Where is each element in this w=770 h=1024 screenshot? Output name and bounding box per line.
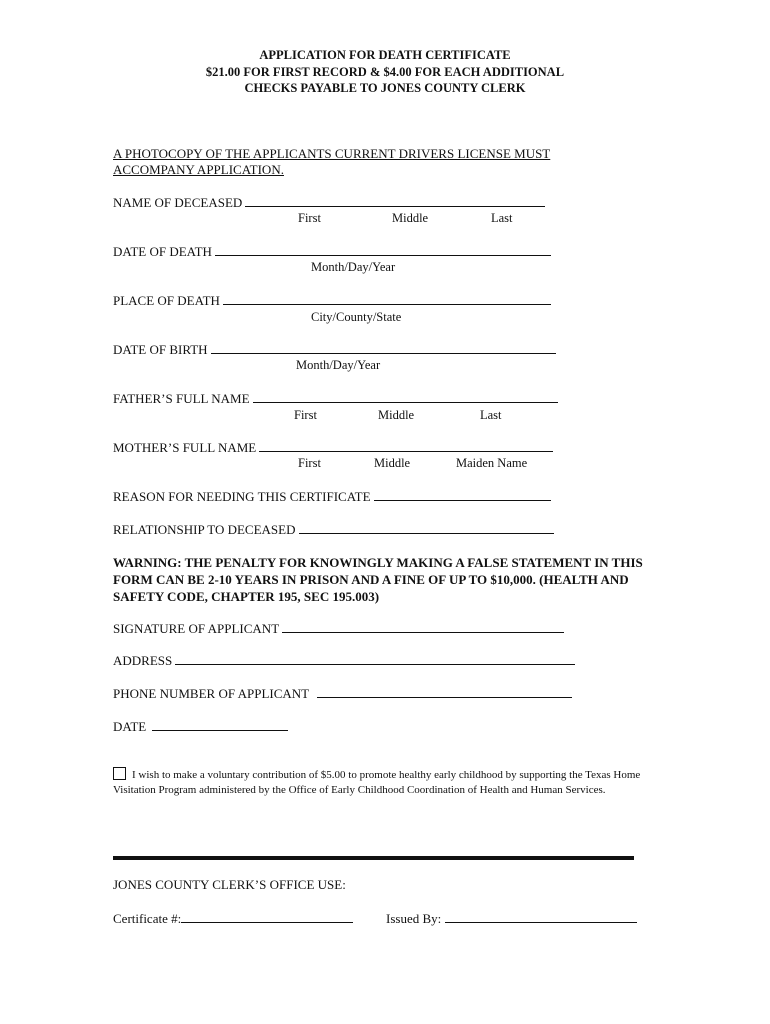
issued-by-field[interactable] <box>386 910 637 927</box>
signature-label: SIGNATURE OF APPLICANT <box>113 621 280 636</box>
date-of-death-label: DATE OF DEATH <box>113 244 212 259</box>
place-of-death-line[interactable] <box>223 292 551 305</box>
issued-by-label: Issued By: <box>386 911 442 926</box>
father-last-caption: Last <box>480 408 502 422</box>
deceased-name-line[interactable] <box>245 194 545 207</box>
deceased-name-field[interactable] <box>113 194 545 211</box>
penalty-warning: WARNING: THE PENALTY FOR KNOWINGLY MAKING A FALSE STATEMENT IN THIS FORM CAN BE 2-10 YEARS IN PRISON AND A FINE OF UP TO $10,000. (HEALTH AND SAFETY CODE, CHAPTER 195, SEC 195.003) <box>113 555 643 604</box>
date-field[interactable] <box>113 718 288 735</box>
mother-name-field[interactable] <box>113 439 553 456</box>
deceased-first-caption: First <box>298 211 321 225</box>
phone-field[interactable] <box>113 685 572 702</box>
father-name-field[interactable] <box>113 390 558 407</box>
certificate-number-field[interactable] <box>113 910 353 927</box>
date-of-death-line[interactable] <box>215 243 551 256</box>
reason-line[interactable] <box>374 488 551 501</box>
deceased-last-caption: Last <box>491 211 513 225</box>
payable-line: CHECKS PAYABLE TO JONES COUNTY CLERK <box>244 81 526 95</box>
phone-label: PHONE NUMBER OF APPLICANT <box>113 686 310 701</box>
relationship-label: RELATIONSHIP TO DECEASED <box>113 522 296 537</box>
section-divider <box>113 856 634 860</box>
relationship-field[interactable] <box>113 521 554 538</box>
mother-middle-caption: Middle <box>374 456 411 470</box>
address-line[interactable] <box>175 652 575 665</box>
reason-label: REASON FOR NEEDING THIS CERTIFICATE <box>113 489 371 504</box>
father-middle-caption: Middle <box>378 408 415 422</box>
office-use-title: JONES COUNTY CLERK’S OFFICE USE: <box>113 877 346 892</box>
father-name-line[interactable] <box>253 390 558 403</box>
date-line[interactable] <box>152 718 288 731</box>
date-of-birth-label: DATE OF BIRTH <box>113 342 208 357</box>
father-first-caption: First <box>294 408 317 422</box>
mother-maiden-caption: Maiden Name <box>456 456 528 470</box>
date-of-birth-field[interactable] <box>113 341 556 358</box>
address-field[interactable] <box>113 652 575 669</box>
issued-by-line[interactable] <box>445 910 637 923</box>
relationship-line[interactable] <box>299 521 554 534</box>
certificate-number-label: Certificate #: <box>113 911 182 926</box>
mother-name-label: MOTHER’S FULL NAME <box>113 440 257 455</box>
deceased-middle-caption: Middle <box>392 211 429 225</box>
address-label: ADDRESS <box>113 653 173 668</box>
reason-field[interactable] <box>113 488 551 505</box>
date-of-death-field[interactable] <box>113 243 551 260</box>
signature-line[interactable] <box>282 620 564 633</box>
fee-line: $21.00 FOR FIRST RECORD & $4.00 FOR EACH ADDITIONAL <box>205 65 565 79</box>
signature-field[interactable] <box>113 620 564 637</box>
mother-first-caption: First <box>298 456 321 470</box>
certificate-number-line[interactable] <box>181 910 353 923</box>
father-name-label: FATHER’S FULL NAME <box>113 391 250 406</box>
form-title: APPLICATION FOR DEATH CERTIFICATE <box>259 48 511 62</box>
date-of-birth-caption: Month/Day/Year <box>296 358 381 372</box>
place-of-death-field[interactable] <box>113 292 551 309</box>
license-notice-line2: ACCOMPANY APPLICATION. <box>113 162 284 177</box>
deceased-name-label: NAME OF DECEASED <box>113 195 243 210</box>
date-label: DATE <box>113 719 147 734</box>
license-notice-line1: A PHOTOCOPY OF THE APPLICANTS CURRENT DRIVERS LICENSE MUST <box>113 146 551 161</box>
mother-name-line[interactable] <box>259 439 553 452</box>
contribution-checkbox[interactable] <box>113 767 126 780</box>
date-of-death-caption: Month/Day/Year <box>311 260 396 274</box>
date-of-birth-line[interactable] <box>211 341 556 354</box>
contribution-text: I wish to make a voluntary contribution of $5.00 to promote healthy early childhood by supporting the Texas Home Visitation Program administered by the Office of Early Childhood Coordination of Health and Human Services. <box>113 769 641 796</box>
contribution-option[interactable] <box>113 767 673 797</box>
place-of-death-caption: City/County/State <box>311 310 402 324</box>
place-of-death-label: PLACE OF DEATH <box>113 293 220 308</box>
phone-line[interactable] <box>317 685 572 698</box>
